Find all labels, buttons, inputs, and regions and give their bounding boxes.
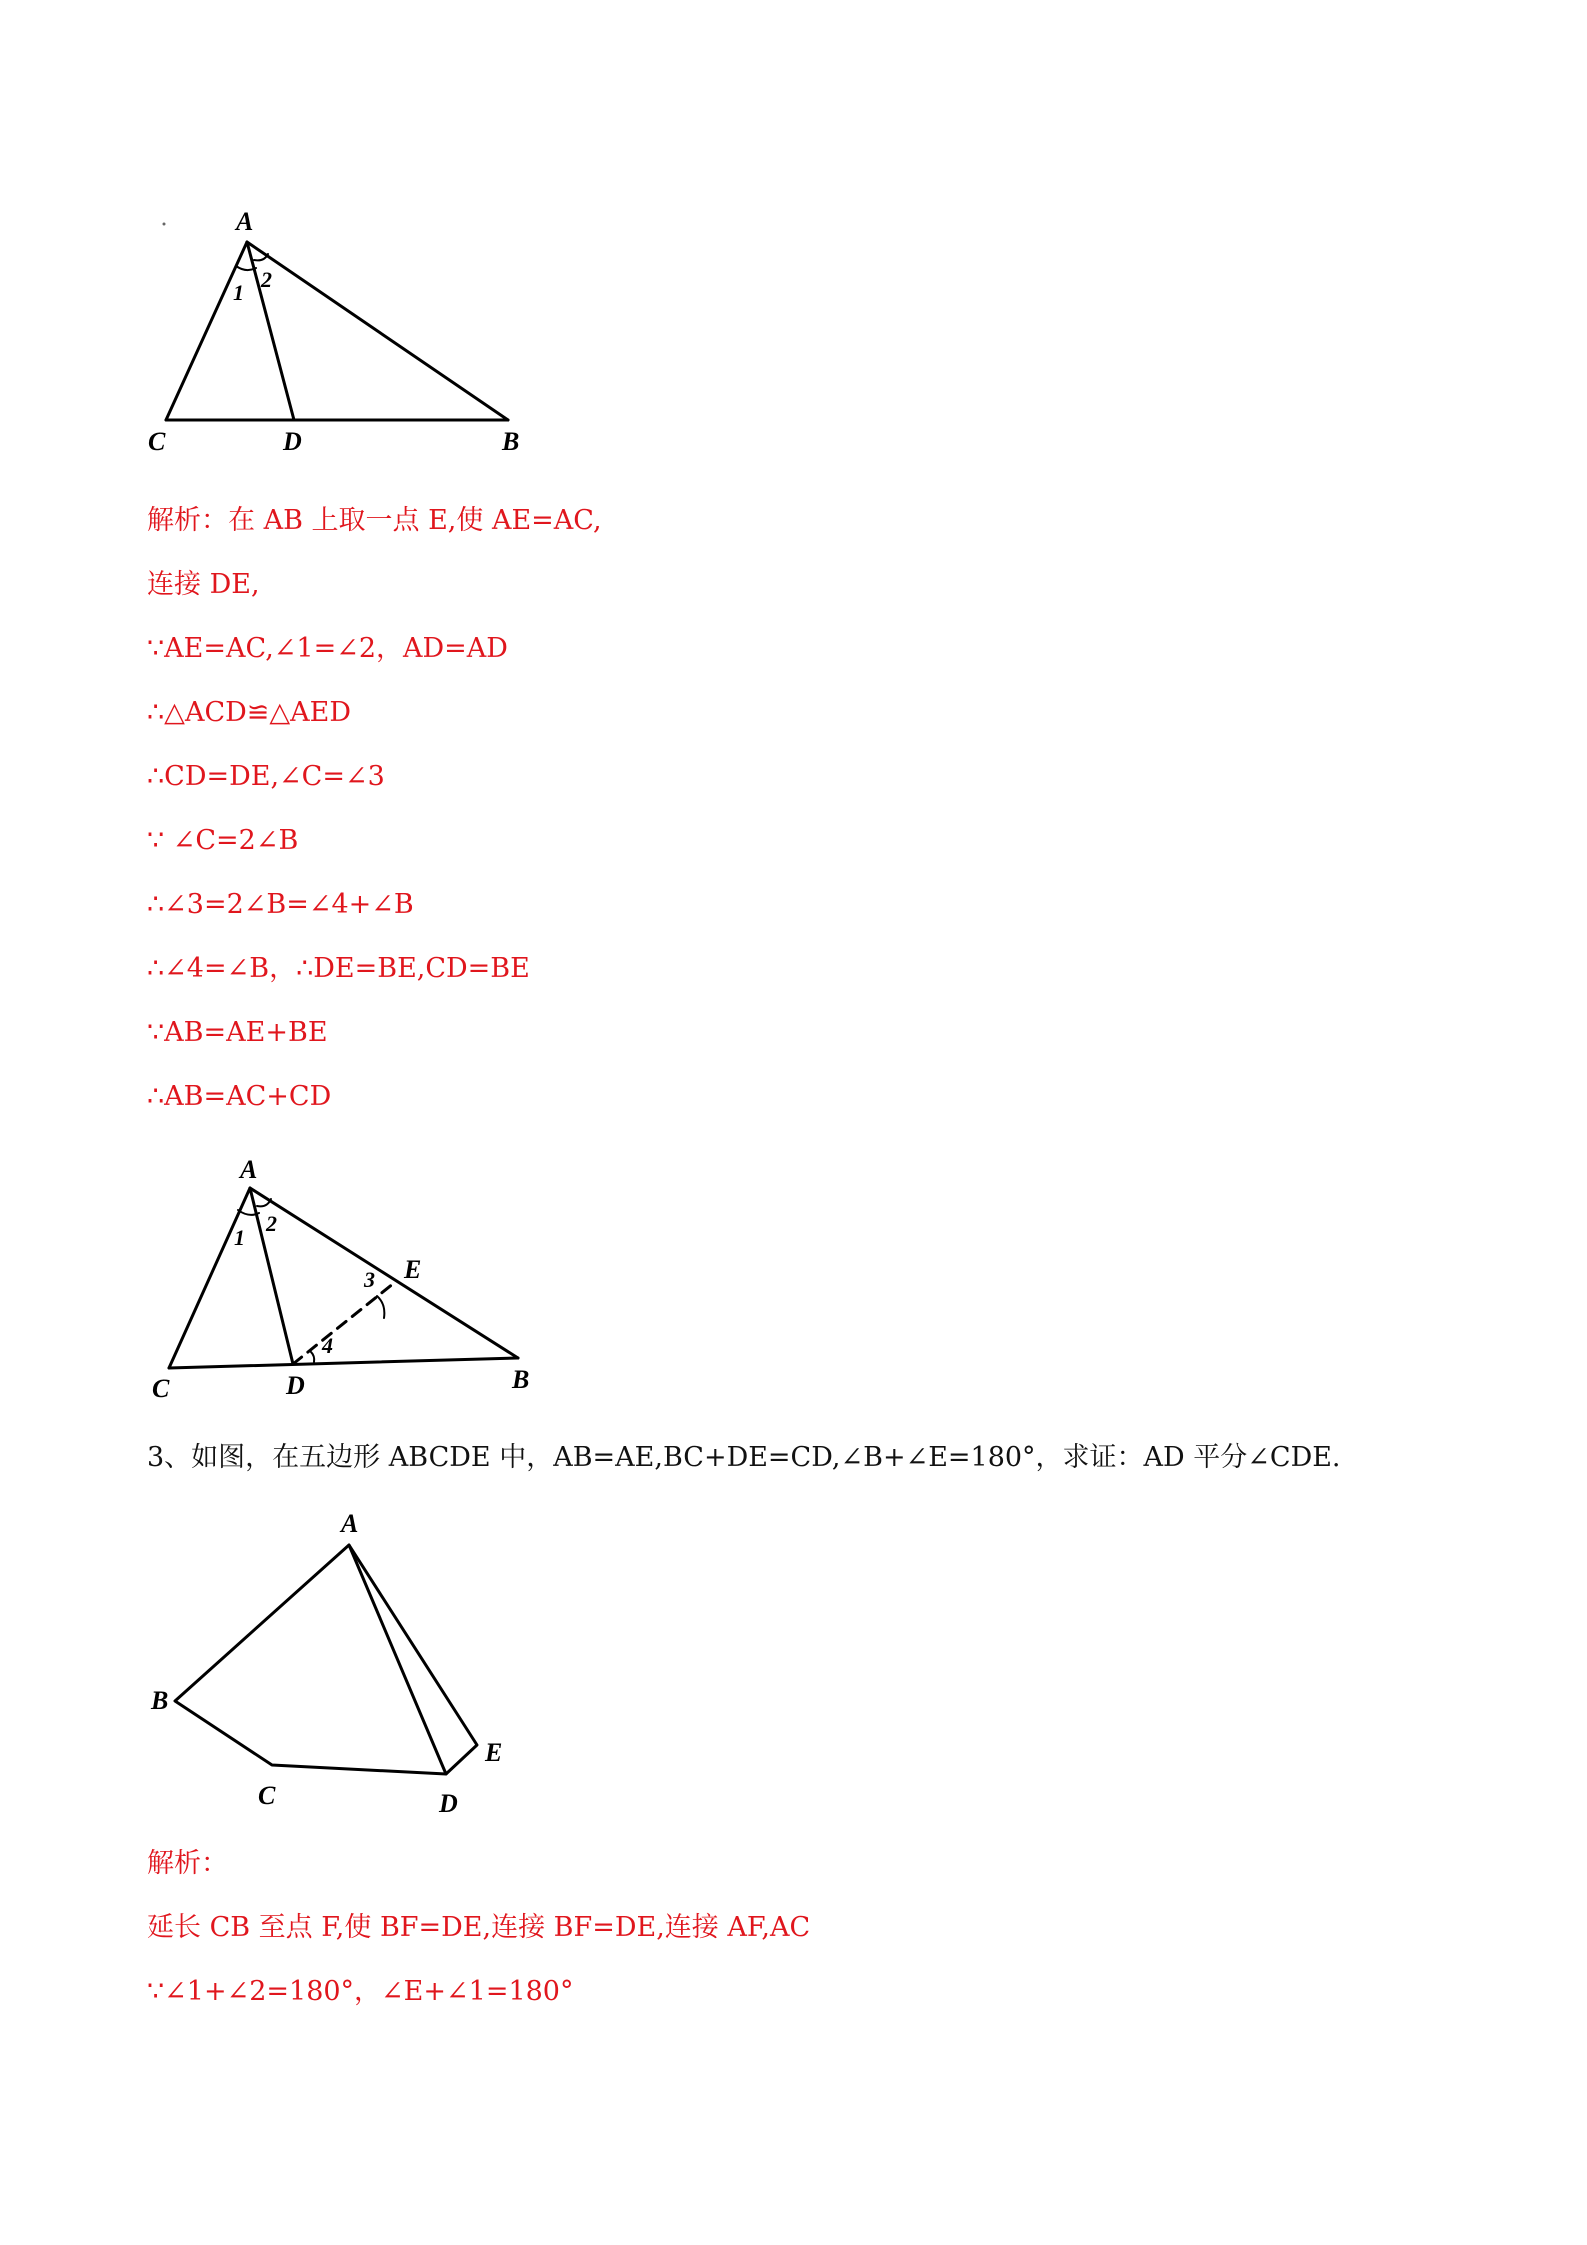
solution-line: ∵∠1+∠2=180°，∠E+∠1=180° bbox=[147, 1976, 574, 2007]
angle-arc-3 bbox=[377, 1296, 384, 1318]
side-ac bbox=[166, 242, 247, 420]
label-2: 2 bbox=[261, 267, 272, 292]
label-a: A bbox=[240, 1155, 258, 1184]
solution-line: 解析： bbox=[147, 1848, 228, 1879]
solution-line: 连接 DE, bbox=[147, 569, 260, 600]
solution-line: 延长 CB 至点 F,使 BF=DE,连接 BF=DE,连接 AF,AC bbox=[147, 1912, 811, 1943]
label-e: E bbox=[485, 1738, 503, 1767]
solution-line: ∵ ∠C=2∠B bbox=[147, 825, 299, 856]
segment-de-dashed bbox=[293, 1283, 394, 1364]
label-a: A bbox=[341, 1509, 359, 1538]
label-a: A bbox=[236, 207, 254, 236]
solution-line: ∴AB=AC+CD bbox=[147, 1081, 332, 1112]
side-ac bbox=[169, 1188, 250, 1368]
solution-line: ∴∠4=∠B，∴DE=BE,CD=BE bbox=[147, 953, 530, 984]
label-b: B bbox=[502, 427, 520, 456]
solution-line: 解析：在 AB 上取一点 E,使 AE=AC, bbox=[147, 505, 602, 536]
figure-1-triangle bbox=[140, 200, 540, 460]
label-e: E bbox=[404, 1255, 422, 1284]
solution-line: ∴CD=DE,∠C=∠3 bbox=[147, 761, 385, 792]
figure-3-pentagon bbox=[140, 1505, 520, 1825]
segment-ad bbox=[349, 1545, 446, 1774]
label-2: 2 bbox=[266, 1211, 277, 1236]
angle-arc-4 bbox=[311, 1352, 314, 1362]
side-cb bbox=[169, 1358, 518, 1368]
solution-line: ∵AE=AC,∠1=∠2，AD=AD bbox=[147, 633, 508, 664]
figure-2-triangle-with-e bbox=[140, 1150, 560, 1403]
solution-line: ∴∠3=2∠B=∠4+∠B bbox=[147, 889, 414, 920]
label-1: 1 bbox=[233, 280, 244, 305]
label-c: C bbox=[152, 1374, 170, 1403]
problem-3-statement: 3、如图，在五边形 ABCDE 中，AB=AE,BC+DE=CD,∠B+∠E=180°，求证：AD 平分∠CDE. bbox=[147, 1442, 1341, 1473]
label-1: 1 bbox=[234, 1225, 245, 1250]
label-3: 3 bbox=[364, 1267, 375, 1292]
side-ab bbox=[250, 1188, 518, 1358]
label-c: C bbox=[148, 427, 166, 456]
solution-line: ∵AB=AE+BE bbox=[147, 1017, 328, 1048]
solution-line: ∴△ACD≌△AED bbox=[147, 697, 351, 728]
label-4: 4 bbox=[322, 1333, 333, 1358]
label-b: B bbox=[151, 1686, 169, 1715]
label-c: C bbox=[258, 1781, 276, 1810]
label-d: D bbox=[283, 427, 302, 456]
label-b: B bbox=[512, 1365, 530, 1394]
label-d: D bbox=[286, 1371, 305, 1400]
label-d: D bbox=[439, 1789, 458, 1818]
